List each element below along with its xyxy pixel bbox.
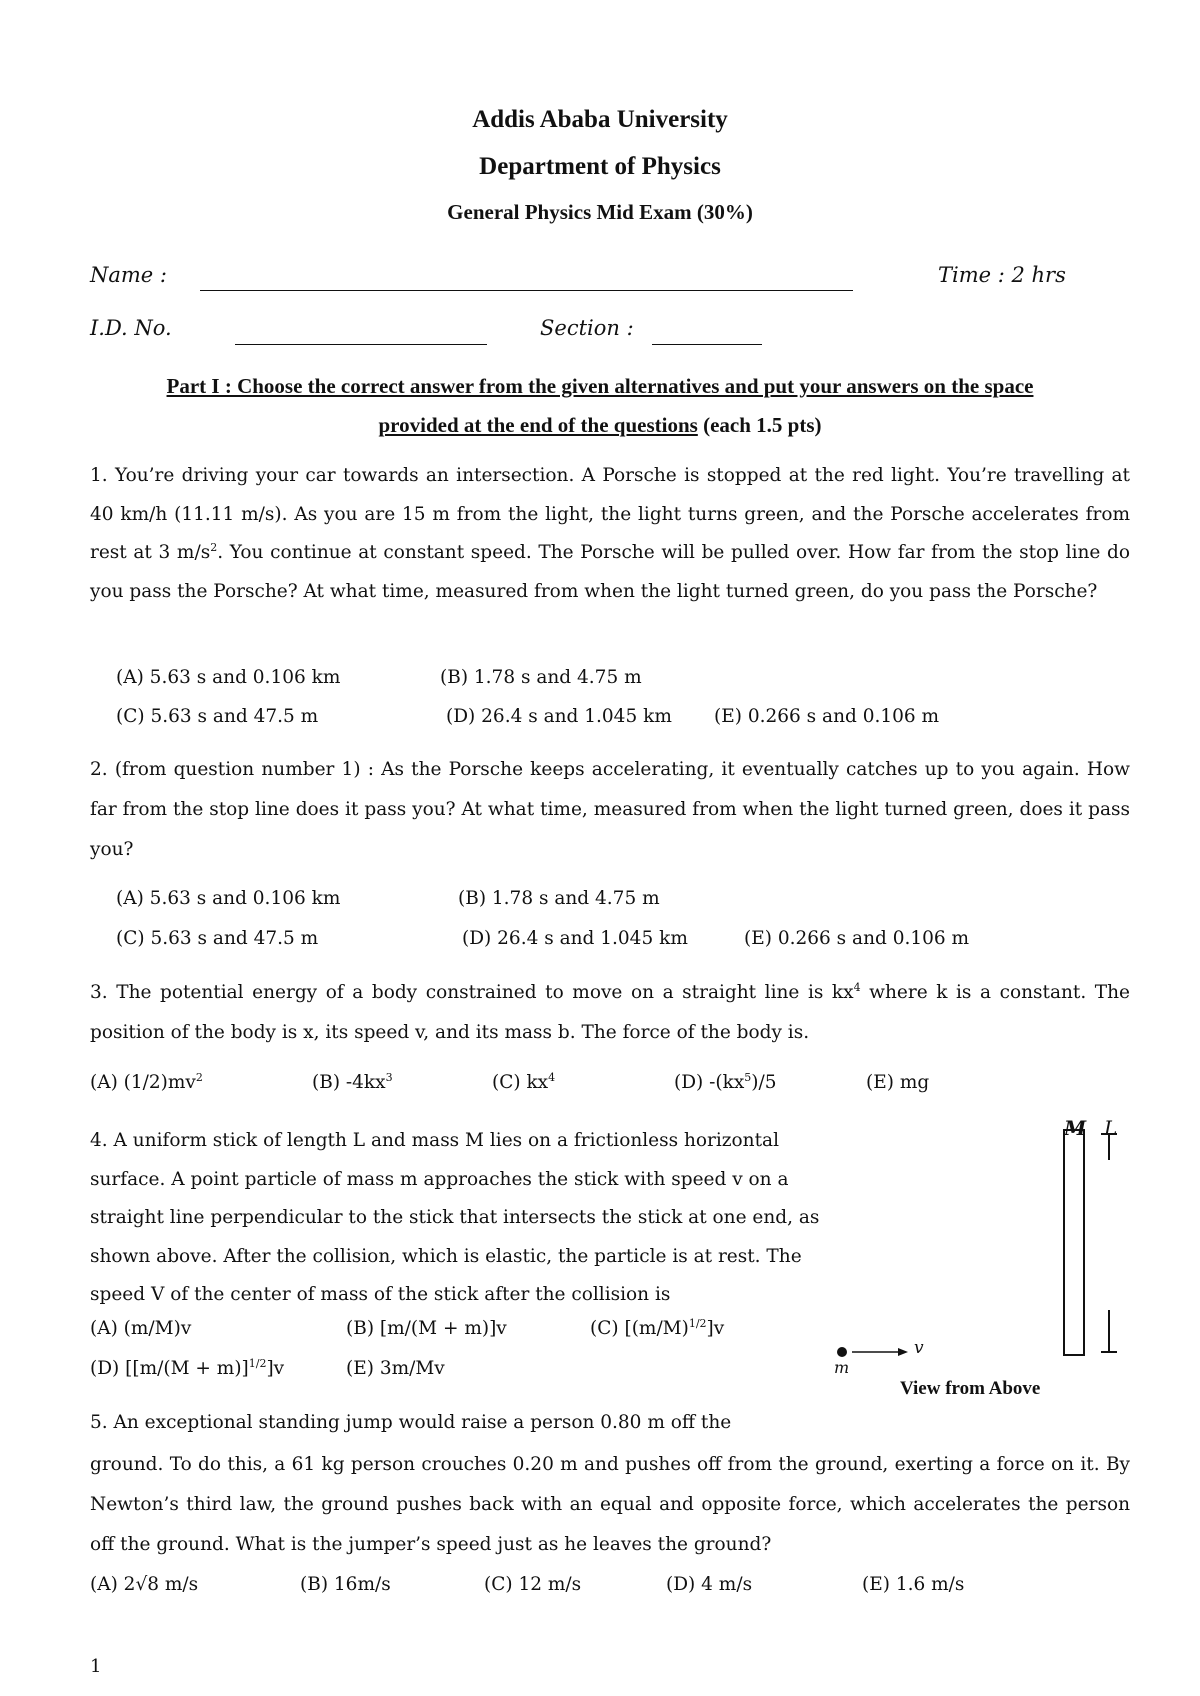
exam-title: General Physics Mid Exam (30%): [447, 200, 753, 224]
q2-option-a[interactable]: (A) 5.63 s and 0.106 km: [116, 888, 341, 909]
q3-option-b[interactable]: (B) $-4kx^3$: [312, 1070, 393, 1093]
q4-option-a[interactable]: (A) (m/M)v: [90, 1318, 192, 1339]
question-5-text: ground. To do this, a 61 kg person crouches 0.20 m and pushes off from the ground, exerting a force on it. By Newton’s third law, the ground pushes back with an equal and opposite force, which accelerates the person off the ground. What is the jumper’s speed just as he leaves the ground?: [90, 1454, 1130, 1555]
part1-instruction-points: (each 1.5 pts): [697, 413, 822, 437]
q4-line-1: 4. A uniform stick of length L and mass M lies on a frictionless horizontal: [90, 1130, 779, 1151]
particle-mass-label: m: [834, 1358, 850, 1377]
q5-option-d[interactable]: (D) 4 m/s: [666, 1574, 753, 1595]
q2-option-d[interactable]: (D) 26.4 s and 1.045 km: [462, 928, 688, 949]
name-label: Name :: [90, 263, 167, 287]
q4-line-3: straight line perpendicular to the stick that intersects the stick at one end, as: [90, 1207, 820, 1228]
q1-option-d[interactable]: (D) 26.4 s and 1.045 km: [446, 706, 672, 727]
university-title: Addis Ababa University: [472, 106, 728, 133]
department-title: Department of Physics: [479, 153, 721, 180]
q4-option-d[interactable]: (D) $[[m/(M + m)]^{1/2}]v$: [90, 1356, 285, 1379]
q2-option-b[interactable]: (B) 1.78 s and 4.75 m: [458, 888, 660, 909]
question-1-text: 1. You’re driving your car towards an intersection. A Porsche is stopped at the red light. You’re travelling at 40 km/h (11.11 m/s). As you are 15 m from the light, the light turns green, and the Porsche accelerates from rest at 3 $m/s^2$. You continue at constant speed. The Porsche will be pulled over. How far from the stop line do you pass the Porsche? At what time, measured from when the light turned green, do you pass the Porsche?: [90, 465, 1130, 602]
q3-option-a[interactable]: (A) $(1/2)mv^2$: [90, 1070, 203, 1093]
q5-option-e[interactable]: (E) 1.6 m/s: [862, 1574, 965, 1595]
velocity-arrowhead: [898, 1348, 908, 1356]
stick-length-label: L: [1104, 1116, 1118, 1140]
time-label: Time : 2 hrs: [938, 263, 1066, 287]
question-2-text: 2. (from question number 1) : As the Porsche keeps accelerating, it eventually catches up to you again. How far from the stop line does it pass you? At what time, measured from when the light turned green, does it pass you?: [90, 759, 1130, 860]
q3-option-c[interactable]: (C) $kx^4$: [492, 1070, 556, 1093]
figure-caption: View from Above: [900, 1378, 1041, 1399]
q3-option-d[interactable]: (D) $-(kx^5)/5$: [674, 1070, 777, 1093]
q4-line-4: shown above. After the collision, which is elastic, the particle is at rest. The: [90, 1245, 802, 1267]
q4-line-5: speed V of the center of mass of the stick after the collision is: [90, 1284, 671, 1305]
q1-option-b[interactable]: (B) 1.78 s and 4.75 m: [440, 667, 642, 688]
id-field-line[interactable]: [235, 344, 487, 345]
q3-exponent: 4: [853, 980, 861, 994]
q4-option-b[interactable]: (B) [m/(M + m)]v: [346, 1318, 507, 1339]
section-label: Section :: [540, 316, 634, 340]
q1-exponent: 2: [210, 540, 218, 554]
question-4-text: [90, 1122, 830, 1315]
q4-option-c[interactable]: (C) $[(m/M)^{1/2}]v$: [590, 1316, 725, 1339]
q5-option-a[interactable]: (A) 2√8 m/s: [90, 1574, 199, 1595]
q5-option-c[interactable]: (C) 12 m/s: [484, 1574, 582, 1595]
q1-option-c[interactable]: (C) 5.63 s and 47.5 m: [116, 706, 319, 727]
q1-option-a[interactable]: (A) 5.63 s and 0.106 km: [116, 667, 341, 688]
q5-line-1: 5. An exceptional standing jump would raise a person 0.80 m off the: [90, 1412, 732, 1433]
part1-instruction-underlined: provided at the end of the questions: [378, 413, 698, 437]
part1-instruction-line1: Part I : Choose the correct answer from the given alternatives and put your answers on the space: [166, 374, 1034, 398]
stick-shape: [1064, 1130, 1084, 1355]
name-field-line[interactable]: [200, 290, 853, 291]
q2-option-c[interactable]: (C) 5.63 s and 47.5 m: [116, 928, 319, 949]
stick-mass-label: M: [1064, 1116, 1087, 1140]
part1-instruction-line2: [0, 413, 1200, 438]
id-label: I.D. No.: [90, 316, 172, 340]
q2-option-e[interactable]: (E) 0.266 s and 0.106 m: [744, 928, 970, 949]
q4-option-e[interactable]: (E) 3m/Mv: [346, 1358, 445, 1379]
section-field-line[interactable]: [652, 344, 762, 345]
q3-option-e[interactable]: (E) mg: [866, 1072, 930, 1093]
q5-option-b[interactable]: (B) 16m/s: [300, 1574, 391, 1595]
q1-option-e[interactable]: (E) 0.266 s and 0.106 m: [714, 706, 940, 727]
page-number: 1: [90, 1656, 102, 1677]
question-3-text: 3. The potential energy of a body constrained to move on a straight line is $kx^4$ where k is a constant. The position of the body is x, its speed v, and its mass b. The force of the body is.: [90, 980, 1130, 1043]
particle-velocity-label: v: [914, 1338, 924, 1358]
q4-line-2: surface. A point particle of mass m approaches the stick with speed v on a: [90, 1168, 789, 1190]
q4-figure-diagram: [820, 1120, 1120, 1410]
particle-dot: [837, 1347, 847, 1357]
